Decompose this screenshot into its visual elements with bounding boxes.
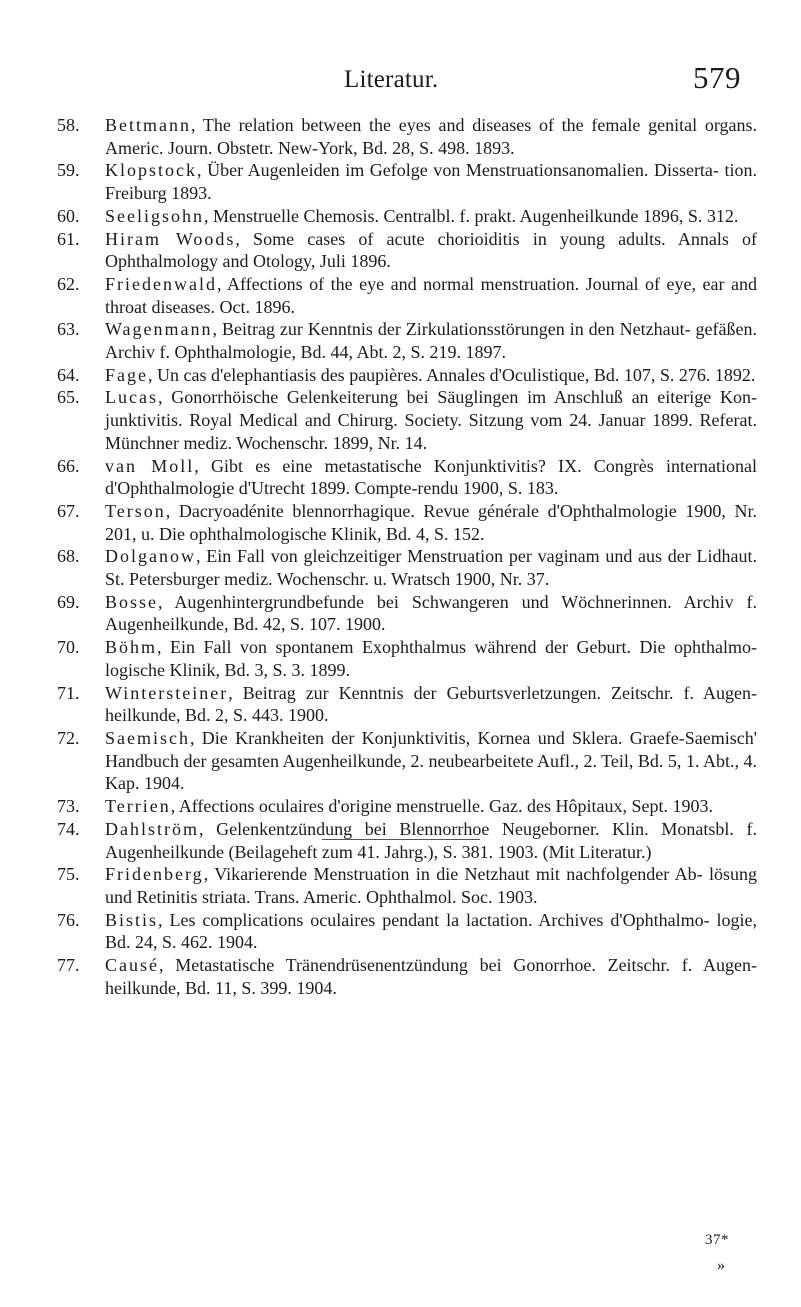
page-mark: » [717, 1257, 725, 1274]
reference-author: van Moll [105, 455, 195, 476]
reference-entry [57, 228, 757, 273]
reference-entry [57, 318, 757, 363]
footer-rule [322, 839, 480, 840]
reference-entry [57, 545, 757, 590]
reference-number: 64. [57, 364, 80, 385]
reference-text: , Gibt es eine metastatische Konjunktivitis? IX. Congrès international d'Ophthalmologie d'Utrecht 1899. Compte-rendu 1900, S. 183. [105, 455, 757, 499]
reference-author: Saemisch [105, 727, 190, 748]
reference-entry [57, 386, 757, 454]
reference-text: , Gelenkentzündung bei Blennorrhoe Neugeborner. Klin. Monatsbl. f. Augenheilkunde (Beilageheft zum 41. Jahrg.), S. 381. 1903. (Mit Literatur.) [105, 818, 757, 862]
reference-author: Causé [105, 955, 159, 976]
reference-number: 70. [57, 637, 80, 658]
reference-author: Dolganow [105, 546, 196, 567]
running-header [0, 60, 801, 100]
reference-text: , Some cases of acute chorioiditis in young adults. Annals of Ophthalmology and Otology, Juli 1896. [105, 228, 757, 272]
reference-text: , Dacryoadénite blennorrhagique. Revue générale d'Ophthalmologie 1900, Nr. 201, u. Die ophthalmologische Klinik, Bd. 4, S. 152. [105, 500, 757, 544]
reference-text: , Affections oculaires d'origine menstruelle. Gaz. des Hôpitaux, Sept. 1903. [170, 796, 714, 817]
reference-text: , Beitrag zur Kenntnis der Geburtsverletzungen. Zeitschr. f. Augen- heilkunde, Bd. 2, S. 443. 1900. [105, 682, 757, 726]
reference-entry [57, 682, 757, 727]
reference-author: Terrien [105, 796, 171, 817]
reference-number: 67. [57, 500, 80, 521]
reference-author: Klopstock [105, 160, 197, 181]
reference-number: 73. [57, 796, 80, 817]
reference-text: , Un cas d'elephantiasis des paupières. Annales d'Oculistique, Bd. 107, S. 276. 1892. [148, 364, 756, 385]
reference-text: , The relation between the eyes and diseases of the female genital organs. Americ. Journ. Obstetr. New-York, Bd. 28, S. 498. 1893. [105, 115, 757, 158]
reference-number: 69. [57, 591, 80, 612]
reference-list [57, 114, 757, 999]
reference-number: 65. [57, 387, 80, 408]
page-number: 579 [693, 60, 741, 95]
reference-number: 61. [57, 228, 80, 249]
reference-entry [57, 818, 757, 863]
reference-number: 72. [57, 727, 80, 748]
reference-author: Bosse [105, 591, 159, 612]
reference-number: 75. [57, 864, 80, 885]
reference-text: , Les complications oculaires pendant la lactation. Archives d'Ophthalmo- logie, Bd. 24, S. 462. 1904. [105, 909, 757, 953]
reference-text: , Ein Fall von spontanem Exophthalmus während der Geburt. Die ophthalmo- logische Klinik, Bd. 3, S. 3. 1899. [105, 637, 757, 680]
running-title: Literatur. [344, 66, 439, 93]
reference-author: Friedenwald [105, 273, 217, 294]
reference-number: 66. [57, 455, 80, 476]
reference-entry [57, 636, 757, 681]
reference-number: 60. [57, 205, 80, 226]
reference-author: Böhm [105, 637, 158, 658]
reference-entry [57, 909, 757, 954]
reference-author: Seeligsohn [105, 205, 204, 226]
reference-entry [57, 500, 757, 545]
reference-text: , Metastatische Tränendrüsenentzündung bei Gonorrhoe. Zeitschr. f. Augen- heilkunde, Bd. 11, S. 399. 1904. [105, 955, 757, 998]
reference-entry [57, 205, 757, 228]
reference-author: Fage [105, 364, 148, 385]
reference-entry [57, 114, 757, 159]
reference-text: , Affections of the eye and normal menstruation. Journal of eye, ear and throat diseases. Oct. 1896. [105, 273, 757, 317]
reference-number: 59. [57, 160, 80, 181]
printer-signature: 37* [705, 1232, 729, 1248]
reference-number: 74. [57, 818, 80, 839]
reference-number: 58. [57, 115, 80, 135]
reference-text: , Augenhintergrundbefunde bei Schwangeren und Wöchnerinnen. Archiv f. Augenheilkunde, Bd. 42, S. 107. 1900. [105, 591, 757, 635]
reference-text: , Beitrag zur Kenntnis der Zirkulationsstörungen in den Netzhaut- gefäßen. Archiv f. Ophthalmologie, Bd. 44, Abt. 2, S. 219. 1897. [105, 319, 757, 363]
reference-entry [57, 591, 757, 636]
reference-number: 77. [57, 955, 80, 976]
reference-number: 76. [57, 909, 80, 930]
reference-author: Bettmann [105, 115, 191, 135]
reference-text: , Gonorrhöische Gelenkeiterung bei Säuglingen im Anschluß an eiterige Kon- junktivitis. Royal Medical and Chirurg. Society. Sitzung vom 24. Januar 1899. Referat. Münchner mediz. Wochenschr. 1899, Nr. 14. [105, 387, 757, 453]
reference-entry [57, 364, 757, 387]
reference-author: Lucas [105, 387, 158, 408]
reference-author: Wagenmann [105, 319, 213, 340]
reference-author: Terson [105, 500, 166, 521]
reference-number: 71. [57, 682, 80, 703]
reference-text: , Die Krankheiten der Konjunktivitis, Kornea und Sklera. Graefe-Saemisch' Handbuch der gesamten Augenheilkunde, 2. neubearbeitete Aufl., 2. Teil, Bd. 5, 1. Abt., 4. Kap. 1904. [105, 727, 757, 794]
reference-entry [57, 863, 757, 908]
reference-author: Dahlström [105, 818, 199, 839]
reference-text: , Ein Fall von gleichzeitiger Menstruation per vaginam und aus der Lidhaut. St. Petersburger mediz. Wochenschr. u. Wratsch 1900, Nr. 37. [105, 546, 757, 590]
reference-number: 62. [57, 273, 80, 294]
reference-text: , Vikarierende Menstruation in die Netzhaut mit nachfolgender Ab- lösung und Retinitis striata. Trans. Americ. Ophthalmol. Soc. 1903. [105, 864, 757, 907]
reference-number: 68. [57, 546, 80, 567]
reference-entry [57, 455, 757, 500]
reference-number: 63. [57, 319, 80, 340]
reference-author: Fridenberg [105, 864, 204, 885]
reference-entry [57, 727, 757, 795]
reference-author: Bistis [105, 909, 159, 930]
reference-entry [57, 159, 757, 204]
reference-text: , Menstruelle Chemosis. Centralbl. f. prakt. Augenheilkunde 1896, S. 312. [204, 205, 739, 226]
reference-entry [57, 273, 757, 318]
reference-entry [57, 954, 757, 999]
reference-entry [57, 795, 757, 818]
reference-text: , Über Augenleiden im Gefolge von Menstruationsanomalien. Disserta- tion. Freiburg 1893. [105, 160, 757, 204]
reference-author: Wintersteiner [105, 682, 229, 703]
reference-author: Hiram Woods [105, 228, 236, 249]
